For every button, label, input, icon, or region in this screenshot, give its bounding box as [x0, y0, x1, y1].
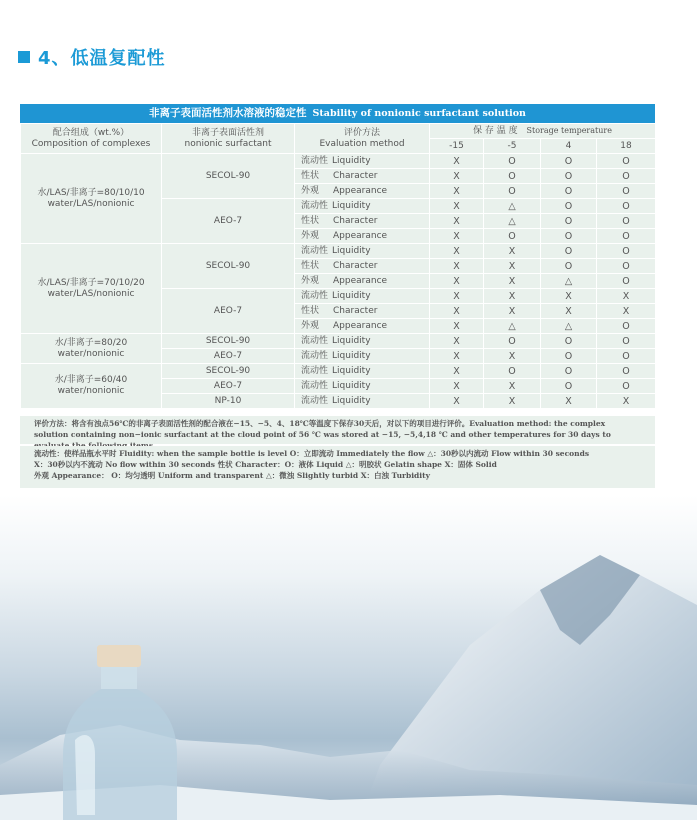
method-cn: 外观	[301, 185, 320, 196]
result-cell: O	[597, 229, 656, 244]
result-cell: O	[597, 259, 656, 274]
result-cell: X	[541, 304, 597, 319]
table-row	[21, 244, 656, 259]
composition-cn: 水/LAS/非离子=80/10/10	[37, 187, 145, 198]
method-cell	[295, 244, 430, 259]
composition-cn: 水/非离子=60/40	[54, 375, 128, 385]
result-cell: O	[597, 184, 656, 199]
method-cell	[295, 289, 430, 304]
result-cell: X	[430, 304, 484, 319]
result-cell: X	[597, 394, 656, 409]
method-en: Appearance	[333, 275, 388, 286]
result-cell: X	[430, 274, 484, 289]
result-cell: △	[541, 319, 597, 334]
method-en: Appearance	[333, 230, 388, 241]
method-cn: 外观	[301, 275, 320, 286]
result-cell: △	[484, 319, 541, 334]
stability-table	[20, 123, 656, 409]
composition-cell	[21, 364, 162, 409]
evaluation-method-note	[20, 416, 655, 444]
surfactant-cell: SECOL-90	[162, 154, 295, 199]
result-cell: X	[430, 259, 484, 274]
method-en: Character	[333, 215, 378, 226]
result-cell: O	[541, 259, 597, 274]
result-cell: O	[541, 154, 597, 169]
legend-note-line: X：30秒以内不流动 No flow within 30 seconds 性状 Character：O：液体 Liquid △：明胶状 Gelatin shape X：固体 Solid	[34, 460, 497, 469]
result-cell: X	[430, 289, 484, 304]
method-cn: 流动性	[301, 290, 329, 301]
table-title-cn: 非离子表面活性剂水溶液的稳定性	[149, 107, 307, 119]
method-cell	[295, 169, 430, 184]
table-title-bar	[20, 104, 655, 123]
composition-cell	[21, 244, 162, 334]
surfactant-cell: SECOL-90	[162, 244, 295, 289]
method-cell	[295, 154, 430, 169]
result-cell: O	[541, 229, 597, 244]
composition-cell	[21, 154, 162, 244]
method-en: Character	[333, 305, 378, 316]
result-cell: O	[541, 379, 597, 394]
method-cell	[295, 364, 430, 379]
method-en: Character	[333, 170, 378, 181]
table-row	[21, 334, 656, 349]
result-cell: X	[430, 394, 484, 409]
result-cell: O	[541, 364, 597, 379]
storage-header-cn: 保 存 温 度	[473, 126, 518, 136]
composition-cell	[21, 334, 162, 364]
result-cell: X	[484, 274, 541, 289]
result-cell: △	[541, 274, 597, 289]
composition-cn: 水/LAS/非离子=70/10/20	[37, 277, 145, 288]
method-header-cn: 评价方法	[343, 127, 380, 138]
method-cn: 流动性	[301, 365, 329, 376]
result-cell: △	[484, 199, 541, 214]
evaluation-note-line: 评价方法：将含有浊点56℃的非离子表面活性剂的配合液在−15、−5、4、18℃等温度下保存30天后，对以下的项目进行评价。Evaluation method: the complex	[34, 419, 606, 428]
square-bullet-icon	[18, 51, 30, 63]
section-title: 4、低温复配性	[38, 48, 166, 69]
result-cell: O	[597, 379, 656, 394]
result-cell: X	[484, 394, 541, 409]
table-title-en: Stability of nonionic surfactant solution	[312, 108, 526, 119]
table-row	[21, 364, 656, 379]
method-cell	[295, 379, 430, 394]
result-cell: O	[597, 199, 656, 214]
result-cell: △	[484, 214, 541, 229]
method-cn: 流动性	[301, 200, 329, 211]
method-cell	[295, 259, 430, 274]
table-row	[21, 154, 656, 169]
result-cell: X	[430, 319, 484, 334]
result-cell: X	[484, 259, 541, 274]
method-en: Liquidity	[332, 290, 371, 301]
result-cell: X	[484, 289, 541, 304]
result-cell: O	[541, 349, 597, 364]
result-cell: X	[597, 289, 656, 304]
method-en: Liquidity	[332, 245, 371, 256]
composition-cn: 水/非离子=80/20	[54, 337, 128, 348]
method-en: Appearance	[333, 185, 388, 196]
result-cell: O	[541, 244, 597, 259]
result-cell: O	[484, 334, 541, 349]
method-cn: 性状	[301, 170, 320, 181]
result-cell: X	[484, 379, 541, 394]
method-cell	[295, 394, 430, 409]
method-cell	[295, 304, 430, 319]
method-en: Liquidity	[332, 380, 371, 391]
surfactant-cell: SECOL-90	[162, 364, 295, 379]
evaluation-note-line: solution containing non−ionic surfactant at the cloud point of 56 ℃ was stored at −15, −5,4,18 ℃ and other temperatures for 30 days to	[34, 430, 611, 439]
composition-header-en: Composition of complexes	[31, 138, 151, 149]
method-cell	[295, 199, 430, 214]
result-cell: O	[541, 199, 597, 214]
result-cell: X	[430, 349, 484, 364]
method-cn: 性状	[301, 215, 320, 226]
method-en: Liquidity	[332, 350, 371, 361]
result-cell: X	[430, 229, 484, 244]
header-row-1	[21, 124, 656, 139]
method-en: Liquidity	[332, 200, 371, 211]
storage-header	[430, 124, 656, 139]
method-en: Liquidity	[332, 155, 371, 166]
water-bottle-illustration	[55, 645, 185, 820]
result-cell: X	[484, 304, 541, 319]
result-cell: O	[484, 229, 541, 244]
temp-header: -5	[484, 139, 541, 154]
temp-header: 18	[597, 139, 656, 154]
result-cell: X	[430, 214, 484, 229]
surfactant-cell: AEO-7	[162, 349, 295, 364]
result-cell: O	[597, 364, 656, 379]
legend-note-line: 流动性：使样品瓶水平时 Fluidity: when the sample bottle is level O：立即流动 Immediately the flow △：30秒以内流动 Flow within 30 seconds	[34, 449, 590, 458]
method-cell	[295, 229, 430, 244]
method-cell	[295, 214, 430, 229]
result-cell: X	[430, 379, 484, 394]
surfactant-cell: SECOL-90	[162, 334, 295, 349]
snow-mountain-background	[0, 495, 697, 820]
composition-en: water/nonionic	[57, 348, 125, 359]
result-cell: X	[430, 199, 484, 214]
result-cell: X	[541, 394, 597, 409]
surfactant-cell: AEO-7	[162, 199, 295, 244]
method-cell	[295, 184, 430, 199]
method-en: Liquidity	[332, 395, 371, 406]
result-cell: O	[597, 319, 656, 334]
result-cell: X	[484, 244, 541, 259]
legend-note-line: 外观 Appearance： O：均匀透明 Uniform and transparent △：微浊 Slightly turbid X：白浊 Turbidity	[34, 471, 430, 480]
result-cell: X	[430, 154, 484, 169]
method-en: Character	[333, 260, 378, 271]
surfactant-header	[162, 124, 295, 154]
composition-en: water/nonionic	[57, 386, 125, 396]
composition-en: water/LAS/nonionic	[47, 288, 135, 299]
method-cn: 流动性	[301, 380, 329, 391]
method-cn: 性状	[301, 260, 320, 271]
composition-header-cn: 配合组成（wt.%）	[52, 127, 130, 138]
result-cell: X	[430, 184, 484, 199]
method-cn: 流动性	[301, 395, 329, 406]
method-en: Liquidity	[332, 365, 371, 376]
result-cell: O	[484, 154, 541, 169]
result-cell: X	[541, 289, 597, 304]
temp-header: -15	[430, 139, 484, 154]
result-cell: X	[430, 364, 484, 379]
method-cn: 外观	[301, 320, 320, 331]
surfactant-cell: NP-10	[162, 394, 295, 409]
storage-header-en: Storage temperature	[526, 126, 612, 135]
result-cell: O	[597, 214, 656, 229]
result-cell: O	[541, 169, 597, 184]
method-cn: 外观	[301, 230, 320, 241]
method-header	[295, 124, 430, 154]
result-cell: O	[484, 169, 541, 184]
method-cn: 流动性	[301, 335, 329, 346]
composition-header	[21, 124, 162, 154]
temp-header: 4	[541, 139, 597, 154]
result-cell: X	[484, 349, 541, 364]
method-cell	[295, 349, 430, 364]
method-cn: 流动性	[301, 245, 329, 256]
result-cell: O	[597, 154, 656, 169]
method-en: Liquidity	[332, 335, 371, 346]
method-cn: 流动性	[301, 155, 329, 166]
result-cell: O	[484, 184, 541, 199]
section-heading	[18, 44, 166, 70]
result-cell: O	[484, 364, 541, 379]
method-en: Appearance	[333, 320, 388, 331]
stability-table-container	[20, 104, 655, 409]
legend-note	[20, 446, 655, 488]
method-cn: 流动性	[301, 350, 329, 361]
method-cell	[295, 319, 430, 334]
result-cell: X	[597, 304, 656, 319]
result-cell: O	[597, 274, 656, 289]
result-cell: O	[541, 184, 597, 199]
result-cell: X	[430, 334, 484, 349]
method-header-en: Evaluation method	[319, 138, 405, 149]
method-cell	[295, 334, 430, 349]
method-cn: 性状	[301, 305, 320, 316]
result-cell: O	[597, 244, 656, 259]
composition-en: water/LAS/nonionic	[47, 198, 135, 209]
result-cell: O	[597, 334, 656, 349]
result-cell: X	[430, 244, 484, 259]
result-cell: O	[597, 169, 656, 184]
surfactant-cell: AEO-7	[162, 289, 295, 334]
surfactant-header-en: nonionic surfactant	[184, 138, 272, 149]
method-cell	[295, 274, 430, 289]
surfactant-header-cn: 非离子表面活性剂	[191, 127, 264, 138]
result-cell: O	[597, 349, 656, 364]
surfactant-cell: AEO-7	[162, 379, 295, 394]
result-cell: O	[541, 214, 597, 229]
result-cell: X	[430, 169, 484, 184]
result-cell: O	[541, 334, 597, 349]
